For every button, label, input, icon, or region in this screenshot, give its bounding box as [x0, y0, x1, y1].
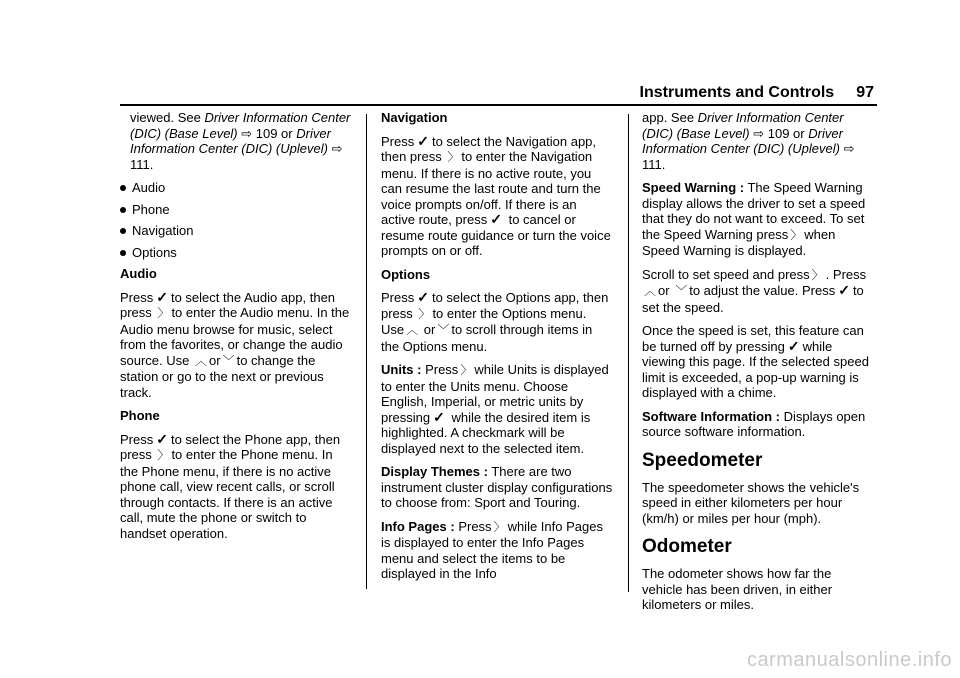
- watermark: carmanualsonline.info: [746, 649, 952, 671]
- list-item: Audio: [120, 180, 352, 196]
- checkmark-icon: ✓: [787, 337, 800, 354]
- checkmark-icon: ✓: [838, 282, 850, 298]
- options-heading: Options: [381, 266, 431, 282]
- navigation-heading: Navigation: [381, 110, 448, 125]
- checkmark-icon: ✓: [433, 408, 445, 425]
- info-pages-paragraph: Info Pages : Press 〉 while Info Pages is displayed to enter the Info Pages menu and select the items to be displayed in the Info: [381, 518, 603, 581]
- double-chevron-right-icon: 〉: [493, 519, 506, 534]
- checkmark-icon: ✓: [156, 430, 168, 447]
- odometer-heading: Odometer: [642, 536, 732, 557]
- units-paragraph: Units : Press 〉 while Units is displayed to enter the Units menu. Choose English, Imperial, or metric units by pressing ✓ while the desired item is highlighted. A checkmark will be displayed next to the selected item.: [381, 362, 609, 456]
- double-chevron-right-icon: 〉: [157, 448, 170, 462]
- thumbwheel-down-icon: ﹀: [675, 284, 688, 298]
- list-item: Options: [120, 245, 352, 261]
- list-item: Phone: [120, 202, 352, 218]
- column-2: [381, 110, 613, 590]
- software-info-paragraph: Software Information : Displays open source software information.: [642, 408, 866, 439]
- dic-reference-continued: app. See Driver Information Center (DIC) (Base Level) ⇨ 109 or Driver Information Center (DIC) (Uplevel) ⇨ 111.: [642, 110, 855, 172]
- dic-reference: viewed. See Driver Information Center (DIC) (Base Level) ⇨ 109 or Driver Information Center (DIC) (Uplevel) ⇨ 111.: [130, 110, 351, 172]
- speed-warning-paragraph: Speed Warning : The Speed Warning display allows the driver to set a speed that they do not want to exceed. To set the Speed Warning press 〉 when Speed Warning is displayed.: [642, 180, 866, 258]
- list-item: Navigation: [120, 223, 352, 239]
- column-divider-2: [628, 114, 629, 592]
- checkmark-icon: ✓: [490, 211, 502, 227]
- bullet-icon: [120, 207, 126, 213]
- bullet-icon: [120, 185, 126, 191]
- column-1: [120, 110, 352, 549]
- footer: [0, 650, 960, 678]
- thumbwheel-down-icon: ﹀: [222, 353, 235, 368]
- double-chevron-right-icon: 〉: [418, 306, 431, 321]
- speedometer-paragraph: The speedometer shows the vehicle's speed in either kilometers per hour (km/h) or miles per hour (mph).: [642, 479, 860, 526]
- page-number: 97: [856, 84, 874, 101]
- navigation-paragraph: Press ✓ to select the Navigation app, then press 〉 to enter the Navigation menu. If there is no active route, you can resume the last route and turn the voice prompts on/off. If there is an active route, press ✓ to cancel or resume route guidance or turn the voice prompts on or off.: [381, 132, 611, 258]
- speedometer-heading: Speedometer: [642, 449, 763, 471]
- options-paragraph: Press ✓ to select the Options app, then press 〉 to enter the Options menu. Use ︿ or ﹀ to scroll through items in the Options menu.: [381, 289, 609, 354]
- double-chevron-right-icon: 〉: [811, 267, 824, 282]
- display-themes-paragraph: Display Themes : There are two instrument cluster display configurations to choose from: Sport and Touring.: [381, 464, 613, 510]
- dic-uplevel-link[interactable]: Driver Information Center (DIC) (Uplevel): [130, 125, 331, 156]
- checkmark-icon: ✓: [417, 289, 429, 305]
- dic-base-link[interactable]: Driver Information Center (DIC) (Base Level): [642, 110, 844, 141]
- checkmark-icon: ✓: [156, 288, 168, 305]
- scroll-speed-paragraph: Scroll to set speed and press 〉 . Press︿ or ﹀ to adjust the value. Press ✓ to set the speed.: [642, 266, 867, 315]
- bullet-icon: [120, 250, 126, 256]
- phone-paragraph: Press ✓ to select the Phone app, then press 〉 to enter the Phone menu. In the Phone menu, if there is no active phone call, view recent calls, or scroll through contacts. If there is an active call, mute the phone or switch to handset operation.: [120, 430, 341, 541]
- thumbwheel-up-icon: ︿: [195, 353, 208, 368]
- double-chevron-right-icon: 〉: [790, 227, 803, 242]
- audio-heading: Audio: [120, 266, 157, 281]
- dic-uplevel-link[interactable]: Driver Information Center (DIC) (Uplevel): [642, 125, 843, 156]
- phone-heading: Phone: [120, 408, 160, 423]
- page-header: [640, 84, 874, 102]
- section-title: Instruments and Controls: [639, 84, 835, 101]
- column-3: [642, 110, 874, 621]
- dic-base-link[interactable]: Driver Information Center (DIC) (Base Level): [130, 110, 351, 141]
- header-rule: [120, 104, 877, 106]
- speed-off-paragraph: Once the speed is set, this feature can be turned off by pressing ✓ while viewing this page. If the selected speed limit is exceeded, a pop-up warning is displayed with a chime.: [642, 323, 869, 400]
- audio-paragraph: Press ✓ to select the Audio app, then press 〉 to enter the Audio menu. In the Audio menu browse for music, select from the favorites, or change the audio source. Use ︿ or ﹀ to change the station or go to the next or previous track.: [120, 288, 350, 400]
- double-chevron-right-icon: 〉: [157, 306, 170, 320]
- checkmark-icon: ✓: [417, 132, 429, 149]
- double-chevron-right-icon: 〉: [447, 150, 460, 164]
- thumbwheel-up-icon: ︿: [406, 323, 419, 337]
- odometer-paragraph: The odometer shows how far the vehicle has been driven, in either kilometers or miles.: [642, 566, 833, 612]
- double-chevron-right-icon: 〉: [460, 363, 473, 377]
- column-divider-1: [366, 114, 367, 589]
- bullet-icon: [120, 228, 126, 234]
- thumbwheel-up-icon: ︿: [644, 284, 657, 298]
- thumbwheel-down-icon: ﹀: [437, 323, 450, 337]
